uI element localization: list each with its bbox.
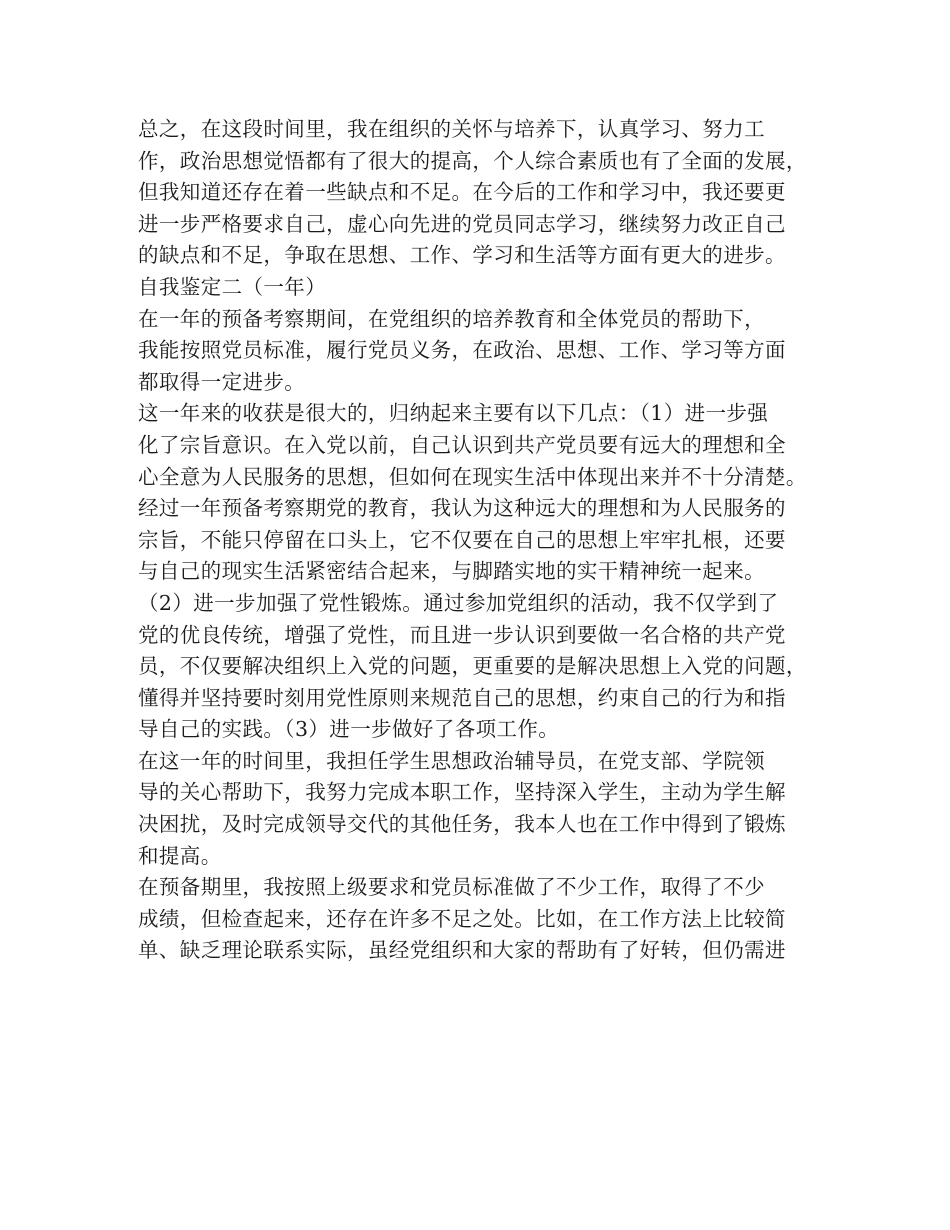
text-line: 导自己的实践。（3）进一步做好了各项工作。 xyxy=(138,717,560,742)
text-line: 在一年的预备考察期间，在党组织的培养教育和全体党员的帮助下， xyxy=(138,306,765,331)
text-line: 经过一年预备考察期党的教育，我认为这种远大的理想和为人民服务的 xyxy=(138,496,786,521)
text-line: 员，不仅要解决组织上入党的问题，更重要的是解决思想上入党的问题， xyxy=(138,654,807,679)
text-line: 但我知道还存在着一些缺点和不足。在今后的工作和学习中，我还要更 xyxy=(138,180,786,205)
text-line: 决困扰，及时完成领导交代的其他任务，我本人也在工作中得到了锻炼 xyxy=(138,812,786,837)
text-line: 懂得并坚持要时刻用党性原则来规范自己的思想，约束自己的行为和指 xyxy=(138,685,786,710)
text-line: 在这一年的时间里，我担任学生思想政治辅导员，在党支部、学院领 xyxy=(138,748,765,773)
section-heading: 自我鉴定二（一年） xyxy=(138,274,327,299)
text-line: 导的关心帮助下，我努力完成本职工作，坚持深入学生，主动为学生解 xyxy=(138,780,786,805)
text-line: （2）进一步加强了党性锻炼。通过参加党组织的活动，我不仅学到了 xyxy=(138,590,779,615)
text-line: 党的优良传统，增强了党性，而且进一步认识到要做一名合格的共产党 xyxy=(138,622,786,647)
text-line: 进一步严格要求自己，虚心向先进的党员同志学习，继续努力改正自己 xyxy=(138,211,786,236)
text-line: 成绩，但检查起来，还存在许多不足之处。比如，在工作方法上比较简 xyxy=(138,906,786,931)
text-line: 我能按照党员标准，履行党员义务，在政治、思想、工作、学习等方面 xyxy=(138,338,786,363)
text-line: 宗旨，不能只停留在口头上，它不仅要在自己的思想上牢牢扎根，还要 xyxy=(138,527,786,552)
text-line: 都取得一定进步。 xyxy=(138,369,306,394)
text-line: 和提高。 xyxy=(138,843,222,868)
text-line: 的缺点和不足，争取在思想、工作、学习和生活等方面有更大的进步。 xyxy=(138,243,786,268)
text-line: 化了宗旨意识。在入党以前，自己认识到共产党员要有远大的理想和全 xyxy=(138,432,786,457)
text-line: 这一年来的收获是很大的，归纳起来主要有以下几点：（1）进一步强 xyxy=(138,401,769,426)
text-line: 心全意为人民服务的思想，但如何在现实生活中体现出来并不十分清楚。 xyxy=(138,464,807,489)
text-line: 在预备期里，我按照上级要求和党员标准做了不少工作，取得了不少 xyxy=(138,875,765,900)
document-body xyxy=(138,114,818,967)
text-line: 单、缺乏理论联系实际，虽经党组织和大家的帮助有了好转，但仍需进 xyxy=(138,938,786,963)
text-line: 与自己的现实生活紧密结合起来，与脚踏实地的实干精神统一起来。 xyxy=(138,559,765,584)
text-line: 作，政治思想觉悟都有了很大的提高，个人综合素质也有了全面的发展， xyxy=(138,148,807,173)
text-line: 总之，在这段时间里，我在组织的关怀与培养下，认真学习、努力工 xyxy=(138,117,765,141)
